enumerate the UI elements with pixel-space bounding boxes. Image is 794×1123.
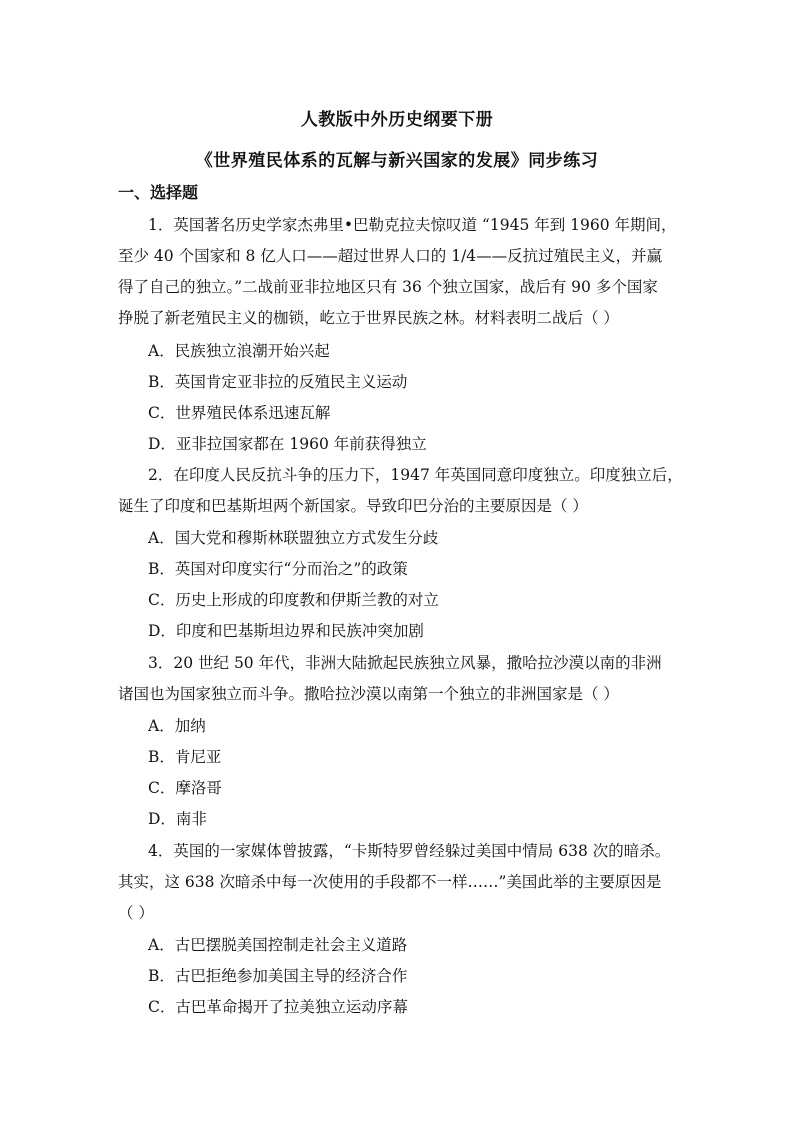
document-title: 人教版中外历史纲要下册 (300, 110, 494, 130)
question-3-option-a: A．加纳 (148, 717, 206, 735)
question-3-option-c: C．摩洛哥 (148, 779, 222, 797)
question-2-option-d: D．印度和巴基斯坦边界和民族冲突加剧 (148, 622, 424, 640)
question-4-line-1: 4．英国的一家媒体曾披露，“卡斯特罗曾经躲过美国中情局 638 次的暗杀。 (148, 842, 671, 860)
question-2-option-c: C．历史上形成的印度教和伊斯兰教的对立 (148, 591, 439, 609)
question-4-line-3: （ ） (118, 904, 154, 922)
question-1-line-1: 1．英国著名历史学家杰弗里•巴勒克拉夫惊叹道 “1945 年到 1960 年期间， (148, 216, 677, 234)
section-heading: 一、选择题 (118, 183, 199, 202)
question-4-option-a: A．古巴摆脱美国控制走社会主义道路 (148, 936, 408, 954)
question-1-option-d: D．亚非拉国家都在 1960 年前获得独立 (148, 435, 427, 453)
question-1-option-a: A．民族独立浪潮开始兴起 (148, 342, 330, 360)
question-2-line-1: 2．在印度人民反抗斗争的压力下，1947 年英国同意印度独立。印度独立后， (148, 466, 683, 484)
question-3-line-2: 诸国也为国家独立而斗争。撒哈拉沙漠以南第一个独立的非洲国家是（ ） (118, 685, 619, 703)
question-3-line-1: 3．20 世纪 50 年代，非洲大陆掀起民族独立风暴，撒哈拉沙漠以南的非洲 (148, 654, 662, 672)
question-2-option-b: B．英国对印度实行“分而治之”的政策 (148, 560, 408, 578)
question-2-line-2: 诞生了印度和巴基斯坦两个新国家。导致印巴分治的主要原因是（ ） (118, 497, 588, 515)
question-4-option-b: B．古巴拒绝参加美国主导的经济合作 (148, 967, 408, 985)
question-1-line-2: 至少 40 个国家和 8 亿人口——超过世界人口的 1/4——反抗过殖民主义，并赢 (118, 247, 663, 265)
question-4-option-c: C．古巴革命揭开了拉美独立运动序幕 (148, 998, 408, 1016)
question-4-line-2: 其实，这 638 次暗杀中每一次使用的手段都不一样……”美国此举的主要原因是 (118, 873, 662, 891)
question-1-option-c: C．世界殖民体系迅速瓦解 (148, 404, 331, 422)
question-1-line-3: 得了自己的独立。”二战前亚非拉地区只有 36 个独立国家，战后有 90 多个国家 (118, 278, 658, 296)
question-1-line-4: 挣脱了新老殖民主义的枷锁，屹立于世界民族之林。材料表明二战后（ ） (118, 309, 619, 327)
question-1-option-b: B．英国肯定亚非拉的反殖民主义运动 (148, 373, 408, 391)
question-3-option-b: B．肯尼亚 (148, 748, 222, 766)
question-3-option-d: D．南非 (148, 810, 207, 828)
question-2-option-a: A．国大党和穆斯林联盟独立方式发生分歧 (148, 529, 439, 547)
document-subtitle: 《世界殖民体系的瓦解与新兴国家的发展》同步练习 (195, 151, 599, 171)
